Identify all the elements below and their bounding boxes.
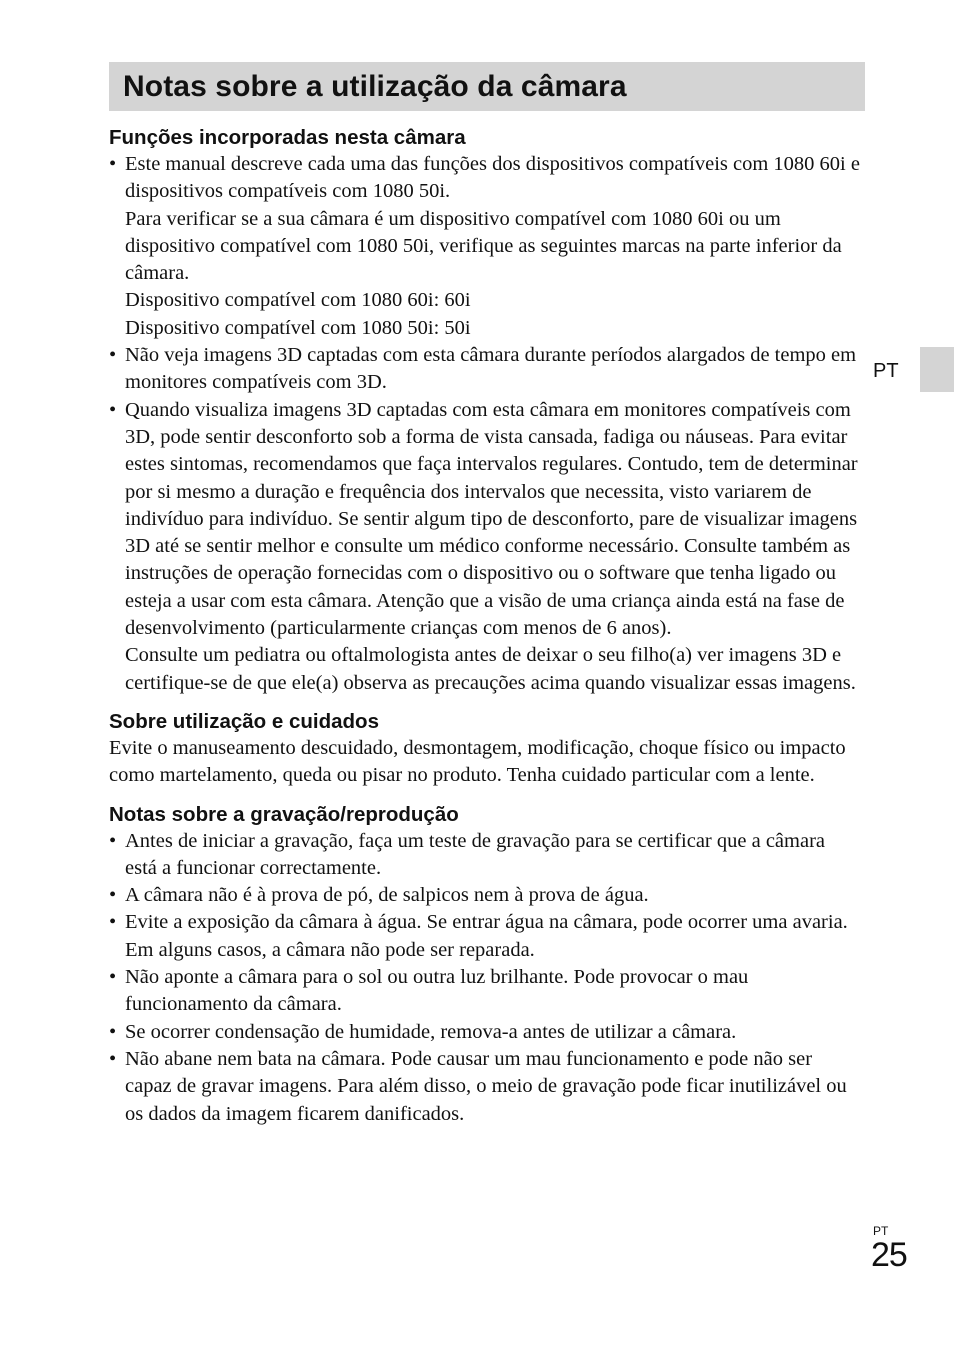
section-heading-usage-care: Sobre utilização e cuidados: [109, 709, 379, 733]
main-content: [109, 124, 861, 1128]
bullet-text: Antes de iniciar a gravação, faça um teste de gravação para se certificar que a câmara está a funcionar correctamente.: [125, 829, 825, 879]
page-number: 25: [871, 1236, 907, 1274]
list-item: [109, 1046, 861, 1128]
list-item: [109, 151, 861, 342]
bullet-text: A câmara não é à prova de pó, de salpicos nem à prova de água.: [125, 884, 649, 907]
section-heading-recording-playback: Notas sobre a gravação/reprodução: [109, 802, 459, 826]
recording-list: [109, 828, 861, 1128]
title-bar: [109, 62, 865, 111]
bullet-text: Este manual descreve cada uma das funções dos dispositivos compatíveis com 1080 60i e dispositivos compatíveis com 1080 50i.: [125, 153, 860, 203]
usage-care-paragraph: Evite o manuseamento descuidado, desmontagem, modificação, choque físico ou impacto como martelamento, queda ou pisar no produto. Tenha cuidado particular com a lente.: [109, 736, 846, 787]
functions-list: [109, 151, 861, 697]
list-item: [109, 1019, 861, 1046]
list-item: [109, 964, 861, 1019]
page-title: Notas sobre a utilização da câmara: [123, 69, 627, 103]
list-item: [109, 342, 861, 397]
bullet-continuation: Consulte um pediatra ou oftalmologista antes de deixar o seu filho(a) ver imagens 3D e certifique-se de que ele(a) observa as precauções acima quando visualizar essas imagens.: [125, 644, 856, 694]
bullet-text: Não aponte a câmara para o sol ou outra luz brilhante. Pode provocar o mau funcionamento da câmara.: [125, 966, 749, 1016]
bullet-continuation: Para verificar se a sua câmara é um dispositivo compatível com 1080 60i ou um dispositivo compatível com 1080 50i, verifique as seguintes marcas na parte inferior da câmara.: [125, 207, 842, 285]
footer-language-code: PT: [873, 1224, 889, 1238]
list-item: [109, 882, 861, 909]
language-side-tab: [920, 347, 954, 392]
list-item: [109, 909, 861, 964]
bullet-text: Não veja imagens 3D captadas com esta câmara durante períodos alargados de tempo em monitores compatíveis com 3D.: [125, 344, 857, 394]
bullet-text: Se ocorrer condensação de humidade, remova-a antes de utilizar a câmara.: [125, 1020, 737, 1043]
bullet-text: Não abane nem bata na câmara. Pode causar um mau funcionamento e pode não ser capaz de gravar imagens. Para além disso, o meio de gravação pode ficar inutilizável ou os dados da imagem ficarem danificados.: [125, 1047, 847, 1125]
bullet-text: Evite a exposição da câmara à água. Se entrar água na câmara, pode ocorrer uma avaria. Em alguns casos, a câmara não pode ser reparada.: [125, 911, 848, 961]
bullet-continuation: Dispositivo compatível com 1080 60i: 60i: [125, 289, 471, 312]
bullet-text: Quando visualiza imagens 3D captadas com esta câmara em monitores compatíveis com 3D, pode sentir desconforto sob a forma de vista cansada, fadiga ou náuseas. Para evitar estes sintomas, recomendamos que faça intervalos regulares. Contudo, tem de determinar por si mesmo a duração e frequência dos intervalos que necessita, visto variarem de indivíduo para indivíduo. Se sentir algum tipo de desconforto, pare de visualizar imagens 3D até se sentir melhor e consulte um médico conforme necessário. Consulte também as instruções de operação fornecidas com o dispositivo ou o software que tenha ligado ou esteja a usar com esta câmara. Atenção que a visão de uma criança ainda está na fase de desenvolvimento (particularmente crianças com menos de 6 anos).: [125, 398, 858, 640]
list-item: [109, 828, 861, 883]
section-heading-functions: Funções incorporadas nesta câmara: [109, 126, 466, 149]
list-item: [109, 397, 861, 697]
language-side-label: PT: [873, 360, 899, 382]
bullet-continuation: Dispositivo compatível com 1080 50i: 50i: [125, 316, 471, 339]
